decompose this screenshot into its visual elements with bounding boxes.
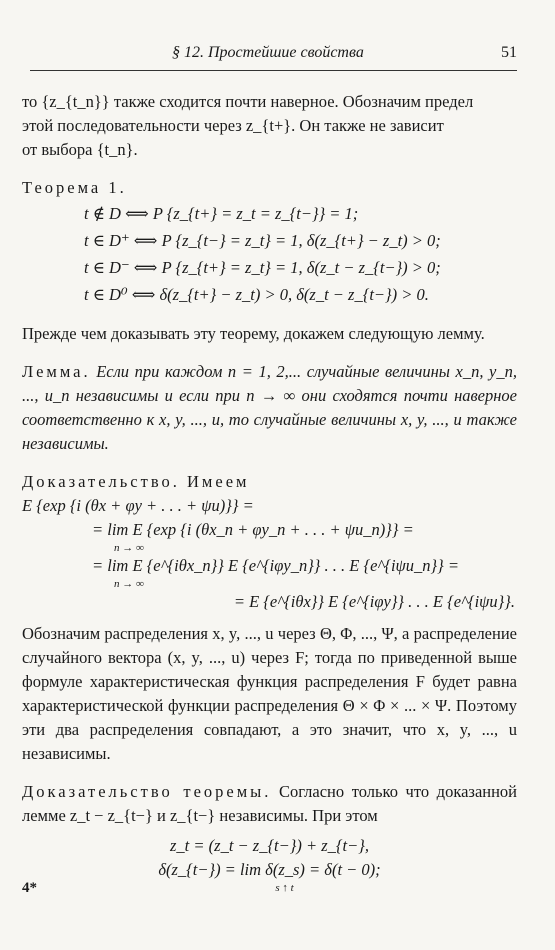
intro-line-1: то {z_{t_n}} также сходится почти наверное. Обозначим предел (22, 92, 474, 111)
theorem-proof-limit-subscript: s ↑ t (275, 882, 294, 894)
proof-limit-subscript-2: n → ∞ (114, 578, 144, 590)
theorem-proof-paragraph (22, 780, 517, 828)
lemma-paragraph (22, 360, 517, 456)
page-number: 51 (501, 44, 517, 61)
header-rule (30, 70, 517, 71)
theorem-line-3: t ∈ D⁻ ⟺ P {z_{t+} = z_t} = 1, δ(z_t − z_{t−}) > 0; (84, 258, 441, 277)
theorem-proof-equation-1: z_t = (z_t − z_{t−}) + z_{t−}, (170, 836, 369, 855)
proof-equation-3: = lim E {e^{iθx_n}} E {e^{iφy_n}} . . . E {e^{iψu_n}} = (92, 556, 460, 575)
theorem-line-4: t ∈ D⁰ ⟺ δ(z_{t+} − z_t) > 0, δ(z_t − z_{t−}) > 0. (84, 285, 429, 304)
proof-title: Доказательство. Имеем (22, 472, 250, 491)
book-page (22, 0, 517, 950)
proof-equation-4: = E {e^{iθx}} E {e^{iφy}} . . . E {e^{iψu}}. (233, 592, 515, 611)
running-header (22, 44, 517, 68)
before-proof-text: Прежде чем доказывать эту теорему, докажем следующую лемму. (22, 324, 485, 343)
lemma-text: Если при каждом n = 1, 2,... случайные величины x_n, y_n, ..., u_n независимы и если при n → ∞ они сходятся почти наверное соответственно к x, y, ..., u, то случайные величины x, y, ..., u также независимы. (22, 362, 518, 453)
intro-line-2: этой последовательности через z_{t+}. Он также не зависит (22, 116, 444, 135)
proof-equation-1: E {exp {i (θx + φy + . . . + ψu)}} = (22, 496, 254, 515)
theorem-line-1: t ∉ D ⟺ P {z_{t+} = z_t = z_{t−}} = 1; (84, 204, 359, 223)
lemma-title: Лемма. (22, 362, 91, 381)
page-body (22, 90, 517, 894)
theorem-proof-text: Согласно только что доказанной лемме z_t − z_{t−} и z_{t−} независимы. При этом (22, 782, 518, 825)
proof-text: Обозначим распределения x, y, ..., u через Θ, Φ, ..., Ψ, а распределение случайного вектора (x, y, ..., u) через F; тогда по приведенной выше формуле характеристическая функция распределения F будет равна характеристической функции распределения Θ × Φ × ... × Ψ. Поэтому эти два распределения совпадают, а это значит, что x, y, ..., u независимы. (22, 624, 517, 763)
theorem-line-2: t ∈ D⁺ ⟺ P {z_{t−} = z_t} = 1, δ(z_{t+} − z_t) > 0; (84, 231, 441, 250)
proof-equation-2: = lim E {exp {i (θx_n + φy_n + . . . + ψu_n)}} = (92, 520, 414, 539)
proof-limit-subscript-1: n → ∞ (114, 542, 144, 554)
theorem-proof-equation-2: δ(z_{t−}) = lim δ(z_s) = δ(t − 0); (158, 860, 381, 879)
section-title: § 12. Простейшие свойства (172, 44, 364, 61)
theorem-proof-title: Доказательство теоремы. (22, 782, 272, 801)
signature-mark: 4* (22, 880, 37, 896)
theorem-title: Теорема 1. (22, 178, 127, 197)
intro-line-3: от выбора {t_n}. (22, 140, 138, 159)
